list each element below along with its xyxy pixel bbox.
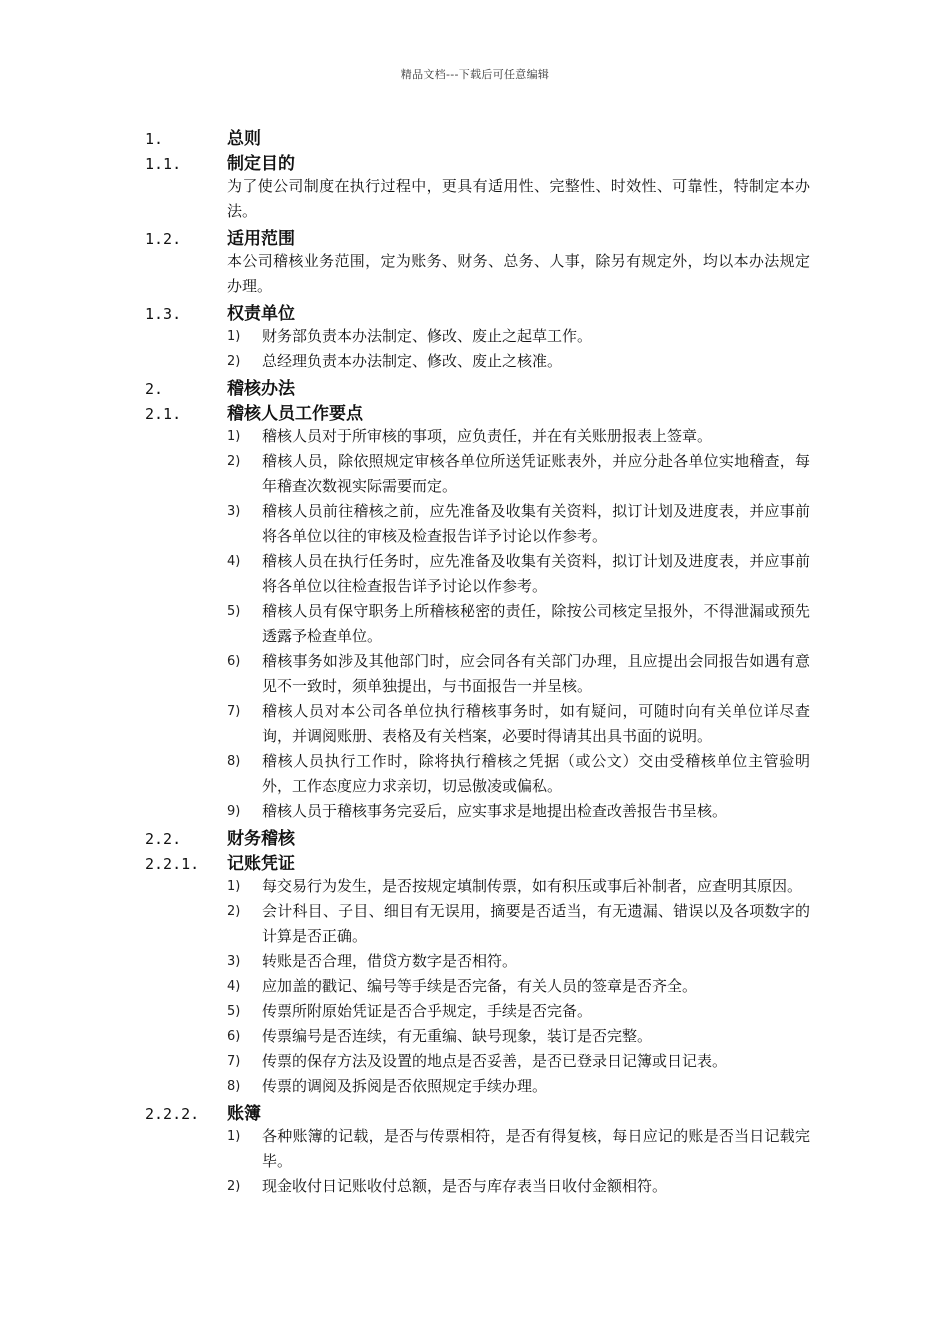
section-number: 2.2.1. (145, 855, 200, 873)
list-item-number: 1) (227, 1129, 241, 1144)
section-number: 1.1. (145, 155, 182, 173)
numbered-list (145, 1124, 810, 1199)
section-number: 1. (145, 130, 164, 148)
list-item-number: 1) (227, 429, 241, 444)
list-item (227, 324, 810, 349)
list-item-text: 稽核人员前往稽核之前，应先准备及收集有关资料，拟订计划及进度表，并应事前将各单位以往的审核及检查报告详予讨论以作参考。 (262, 502, 810, 545)
section-number: 1.2. (145, 230, 182, 248)
list-item (227, 749, 810, 799)
list-item (227, 649, 810, 699)
section-heading (145, 374, 810, 399)
section-paragraph: 为了使公司制度在执行过程中，更具有适用性、完整性、时效性、可靠性，特制定本办法。 (227, 177, 810, 220)
list-item-text: 稽核人员于稽核事务完妥后，应实事求是地提出检查改善报告书呈核。 (262, 802, 728, 820)
list-item (227, 699, 810, 749)
section-title: 账簿 (227, 1104, 261, 1124)
section-number: 2.2.2. (145, 1105, 200, 1123)
list-item-text: 各种账簿的记载，是否与传票相符，是否有得复核，每日应记的账是否当日记载完毕。 (262, 1127, 810, 1170)
list-item (227, 449, 810, 499)
list-item-text: 传票的调阅及拆阅是否依照规定手续办理。 (262, 1077, 548, 1095)
list-item (227, 1074, 810, 1099)
list-item-number: 4) (227, 979, 241, 994)
list-item-text: 稽核人员在执行任务时，应先准备及收集有关资料，拟订计划及进度表，并应事前将各单位以往检查报告详予讨论以作参考。 (262, 552, 810, 595)
list-item-number: 3) (227, 954, 241, 969)
list-item (227, 799, 810, 824)
list-item-text: 转账是否合理，借贷方数字是否相符。 (262, 952, 518, 970)
list-item-number: 9) (227, 804, 241, 819)
list-item (227, 999, 810, 1024)
section-number: 2.1. (145, 405, 182, 423)
section-number: 2.2. (145, 830, 182, 848)
list-item-number: 7) (227, 1054, 241, 1069)
list-item (227, 1024, 810, 1049)
list-item-text: 稽核人员对本公司各单位执行稽核事务时，如有疑问，可随时向有关单位详尽查询，并调阅账册、表格及有关档案，必要时得请其出具书面的说明。 (262, 702, 810, 745)
section-number: 2. (145, 380, 164, 398)
section-heading (145, 824, 810, 849)
list-item-number: 5) (227, 604, 241, 619)
numbered-list (145, 874, 810, 1099)
list-item (227, 349, 810, 374)
section-heading (145, 299, 810, 324)
section-title: 记账凭证 (227, 854, 295, 874)
header-note: 精品文档---下载后可任意编辑 (400, 68, 550, 81)
list-item (227, 949, 810, 974)
list-item-text: 应加盖的戳记、编号等手续是否完备，有关人员的签章是否齐全。 (262, 977, 698, 995)
list-item-number: 7) (227, 704, 241, 719)
section-title: 稽核办法 (227, 379, 295, 399)
section-title: 制定目的 (227, 154, 295, 174)
list-item-number: 1) (227, 329, 241, 344)
list-item-text: 财务部负责本办法制定、修改、废止之起草工作。 (262, 327, 593, 345)
list-item-text: 稽核人员有保守职务上所稽核秘密的责任，除按公司核定呈报外，不得泄漏或预先透露予检查单位。 (262, 602, 810, 645)
list-item-text: 每交易行为发生，是否按规定填制传票，如有积压或事后补制者，应查明其原因。 (262, 877, 803, 895)
section-title: 适用范围 (227, 229, 295, 249)
list-item-text: 传票的保存方法及设置的地点是否妥善，是否已登录日记簿或日记表。 (262, 1052, 728, 1070)
section-number: 1.3. (145, 305, 182, 323)
section-heading (145, 1099, 810, 1124)
list-item (227, 1174, 810, 1199)
list-item-text: 传票编号是否连续，有无重编、缺号现象，装订是否完整。 (262, 1027, 653, 1045)
section-heading (145, 124, 810, 149)
list-item (227, 899, 810, 949)
section-heading (145, 149, 810, 174)
list-item-number: 5) (227, 1004, 241, 1019)
numbered-list (145, 324, 810, 374)
section-title: 权责单位 (227, 304, 295, 324)
list-item (227, 549, 810, 599)
list-item-text: 稽核事务如涉及其他部门时，应会同各有关部门办理，且应提出会同报告如遇有意见不一致时，须单独提出，与书面报告一并呈核。 (262, 652, 810, 695)
list-item-number: 2) (227, 1179, 241, 1194)
list-item-text: 现金收付日记账收付总额，是否与库存表当日收付金额相符。 (262, 1177, 668, 1195)
list-item-number: 8) (227, 1079, 241, 1094)
list-item-number: 6) (227, 654, 241, 669)
numbered-list (145, 424, 810, 824)
list-item-number: 3) (227, 504, 241, 519)
list-item (227, 1124, 810, 1174)
list-item-number: 2) (227, 454, 241, 469)
list-item-number: 6) (227, 1029, 241, 1044)
list-item-number: 1) (227, 879, 241, 894)
section-title: 总则 (227, 129, 261, 149)
list-item-text: 稽核人员对于所审核的事项，应负责任，并在有关账册报表上签章。 (262, 427, 713, 445)
list-item-text: 稽核人员，除依照规定审核各单位所送凭证账表外，并应分赴各单位实地稽查，每年稽查次数视实际需要而定。 (262, 452, 810, 495)
section-title: 稽核人员工作要点 (227, 404, 363, 424)
list-item (227, 424, 810, 449)
section-title: 财务稽核 (227, 829, 295, 849)
list-item-text: 总经理负责本办法制定、修改、废止之核准。 (262, 352, 563, 370)
section-heading (145, 399, 810, 424)
list-item-number: 8) (227, 754, 241, 769)
list-item-text: 稽核人员执行工作时，除将执行稽核之凭据（或公文）交由受稽核单位主管验明外，工作态度应力求亲切，切忌傲凌或偏私。 (262, 752, 810, 795)
section-paragraph: 本公司稽核业务范围，定为账务、财务、总务、人事，除另有规定外，均以本办法规定办理。 (227, 252, 810, 295)
list-item-number: 4) (227, 554, 241, 569)
list-item-text: 会计科目、子目、细目有无误用，摘要是否适当，有无遗漏、错误以及各项数字的计算是否正确。 (262, 902, 810, 945)
list-item (227, 974, 810, 999)
section-heading (145, 849, 810, 874)
document-body (145, 124, 810, 1199)
list-item (227, 499, 810, 549)
list-item (227, 874, 810, 899)
list-item-number: 2) (227, 904, 241, 919)
section-heading (145, 224, 810, 249)
list-item (227, 599, 810, 649)
list-item (227, 1049, 810, 1074)
list-item-text: 传票所附原始凭证是否合乎规定，手续是否完备。 (262, 1002, 593, 1020)
list-item-number: 2) (227, 354, 241, 369)
